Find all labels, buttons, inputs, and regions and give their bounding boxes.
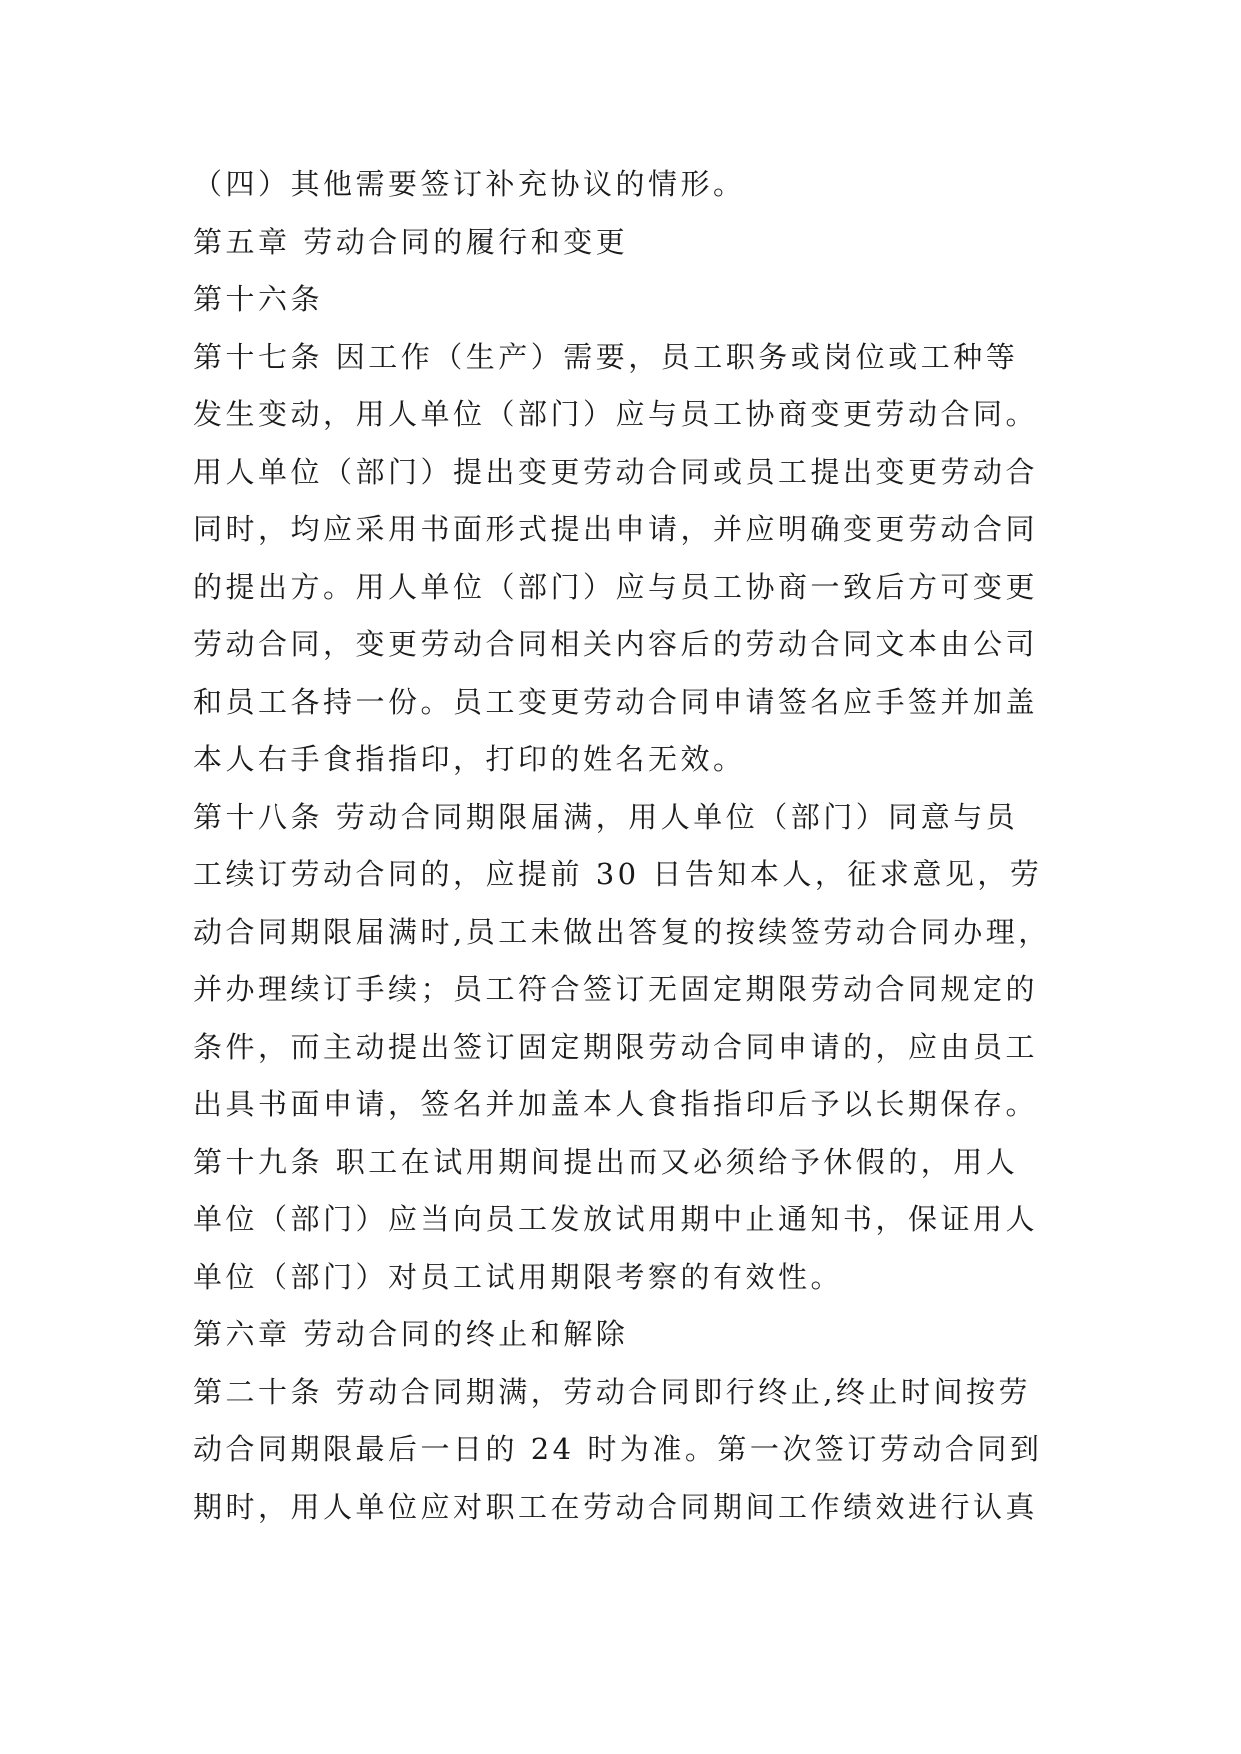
text-line: 的提出方。用人单位（部门）应与员工协商一致后方可变更	[193, 569, 1039, 604]
text-line: 期时，用人单位应对职工在劳动合同期间工作绩效进行认真	[193, 1489, 1039, 1524]
text-line: 发生变动，用人单位（部门）应与员工协商变更劳动合同。	[193, 397, 1039, 431]
article-heading: 第十六条	[193, 282, 324, 316]
text-line: 动合同期限届满时,员工未做出答复的按续签劳动合同办理，	[193, 914, 1051, 949]
text-line: 单位（部门）对员工试用期限考察的有效性。	[193, 1259, 844, 1294]
text-line: 并办理续订手续；员工符合签订无固定期限劳动合同规定的	[193, 972, 1039, 1006]
text-line: 第十七条 因工作（生产）需要，员工职务或岗位或工种等	[193, 339, 1019, 374]
chapter-heading: 第六章 劳动合同的终止和解除	[193, 1317, 629, 1351]
chapter-heading: 第五章 劳动合同的履行和变更	[193, 224, 629, 259]
text-line: 用人单位（部门）提出变更劳动合同或员工提出变更劳动合	[193, 454, 1039, 489]
text-line: 动合同期限最后一日的 24 时为准。第一次签订劳动合同到	[193, 1432, 1043, 1466]
text-line: 第十九条 职工在试用期间提出而又必须给予休假的，用人	[193, 1144, 1019, 1179]
document-body	[193, 156, 1063, 1536]
text-line: 条件，而主动提出签订固定期限劳动合同申请的，应由员工	[193, 1029, 1039, 1064]
text-line: 同时，均应采用书面形式提出申请，并应明确变更劳动合同	[193, 512, 1039, 546]
text-line: 第二十条 劳动合同期满，劳动合同即行终止,终止时间按劳	[193, 1374, 1031, 1409]
text-line: 第十八条 劳动合同期限届满，用人单位（部门）同意与员	[193, 799, 1019, 834]
text-line: 本人右手食指指印，打印的姓名无效。	[193, 742, 746, 776]
text-line: （四）其他需要签订补充协议的情形。	[193, 167, 746, 201]
text-line: 工续订劳动合同的，应提前 30 日告知本人，征求意见，劳	[193, 857, 1043, 891]
text-line: 出具书面申请，签名并加盖本人食指指印后予以长期保存。	[193, 1087, 1039, 1121]
text-line: 和员工各持一份。员工变更劳动合同申请签名应手签并加盖	[193, 684, 1039, 719]
text-line: 单位（部门）应当向员工发放试用期中止通知书，保证用人	[193, 1202, 1039, 1236]
text-line: 劳动合同，变更劳动合同相关内容后的劳动合同文本由公司	[193, 627, 1039, 661]
